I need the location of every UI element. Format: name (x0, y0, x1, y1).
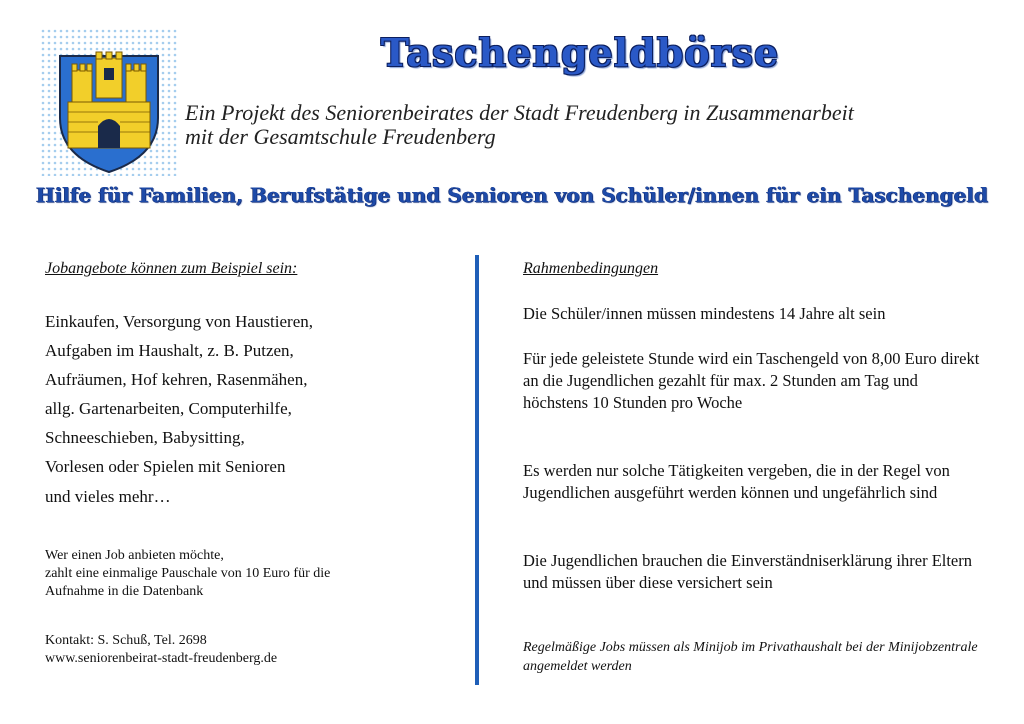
website-link[interactable]: www.seniorenbeirat-stadt-freudenberg.de (45, 651, 278, 666)
job-item: allg. Gartenarbeiten, Computerhilfe, (45, 399, 292, 418)
job-offers-heading: Jobangebote können zum Beispiel sein: (45, 260, 298, 277)
condition-paragraph: Die Schüler/innen müssen mindestens 14 Jahre alt sein (523, 304, 886, 323)
column-divider (475, 255, 479, 685)
minijob-note: Regelmäßige Jobs müssen als Minijob im Privathaushalt bei der Minijobzentrale angemeldet werden (523, 640, 978, 674)
job-item: Schneeschieben, Babysitting, (45, 428, 245, 447)
job-item: Einkaufen, Versorgung von Haustieren, (45, 312, 314, 331)
condition-paragraph: Für jede geleistete Stunde wird ein Taschengeld von 8,00 Euro direkt an die Jugendlichen gezahlt für max. 2 Stunden am Tag und höchstens 10 Stunden pro Woche (523, 349, 980, 412)
subtitle-line-2: mit der Gesamtschule Freudenberg (185, 124, 496, 149)
coat-of-arms-logo (40, 28, 178, 176)
conditions-heading: Rahmenbedingungen (523, 260, 659, 277)
job-item: und vieles mehr… (45, 487, 171, 506)
page-title: Taschengeldbörse (380, 30, 780, 75)
subtitle-line-1: Ein Projekt des Seniorenbeirates der Stadt Freudenberg in Zusammenarbeit (185, 100, 854, 125)
offer-text-line: Aufnahme in die Datenbank (45, 584, 204, 599)
offer-text-line: zahlt eine einmalige Pauschale von 10 Euro für die (45, 566, 331, 581)
job-item: Aufräumen, Hof kehren, Rasenmähen, (45, 370, 308, 389)
job-item: Aufgaben im Haushalt, z. B. Putzen, (45, 341, 294, 360)
condition-paragraph: Es werden nur solche Tätigkeiten vergeben, die in der Regel von Jugendlichen ausgeführt werden können und ungefährlich sind (523, 461, 950, 502)
tagline: Hilfe für Familien, Berufstätige und Senioren von Schüler/innen für ein Taschengeld (35, 183, 989, 207)
job-item: Vorlesen oder Spielen mit Senioren (45, 457, 286, 476)
offer-text-line: Wer einen Job anbieten möchte, (45, 548, 224, 563)
condition-paragraph: Die Jugendlichen brauchen die Einverständniserklärung ihrer Eltern und müssen über diese versichert sein (523, 551, 973, 592)
contact-info: Kontakt: S. Schuß, Tel. 2698 (45, 633, 207, 648)
